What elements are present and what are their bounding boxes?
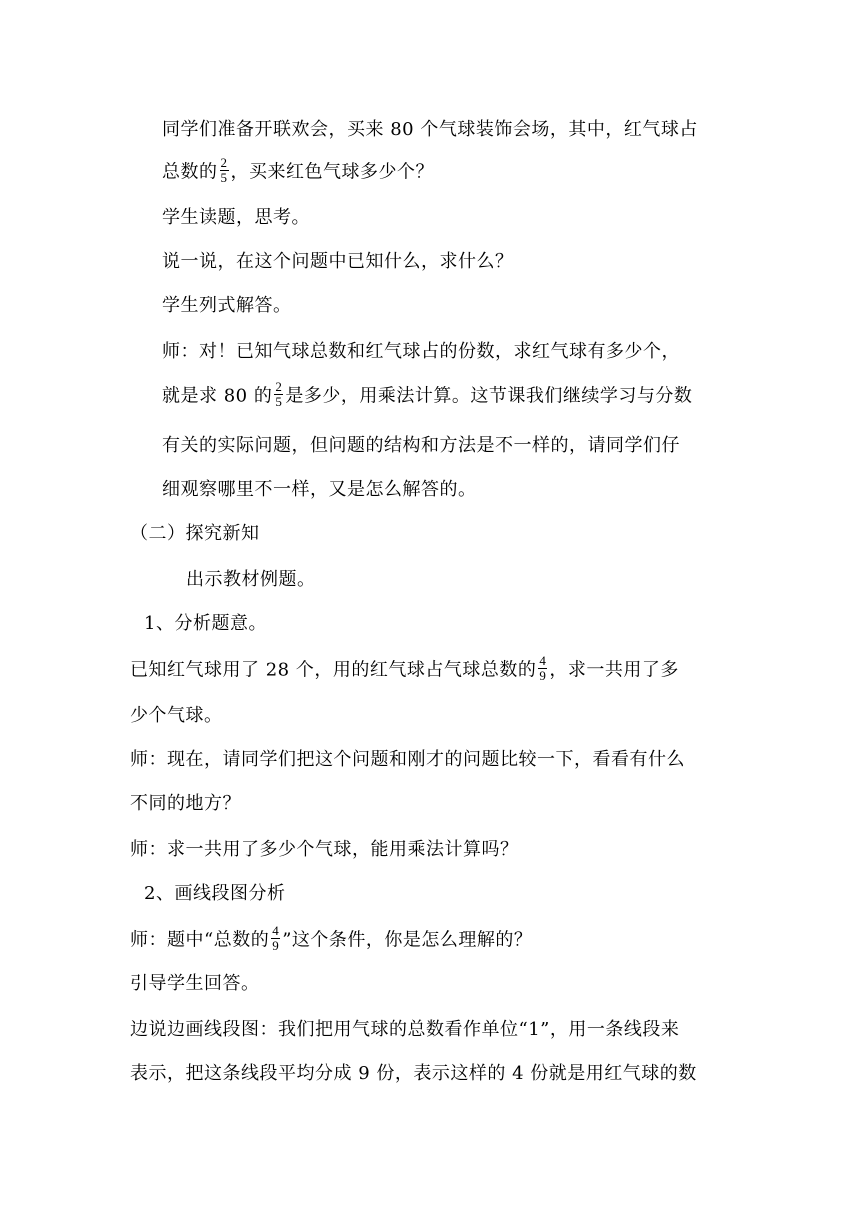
intro-line-1: 同学们准备开联欢会，买来 80 个气球装饰会场，其中，红气球占 (162, 119, 698, 140)
draw-line-1: 边说边画线段图：我们把用气球的总数看作单位“1”，用一条线段来 (130, 1019, 680, 1040)
fraction-numerator: 4 (272, 923, 280, 938)
teacher2-line-1: 师：现在，请同学们把这个问题和刚才的问题比较一下，看看有什么 (130, 749, 685, 770)
fraction-denominator: 5 (220, 170, 228, 185)
draw-line-2: 表示，把这条线段平均分成 9 份，表示这样的 4 份就是用红气球的数 (130, 1063, 697, 1084)
fraction-numerator: 2 (220, 155, 228, 170)
teacher1-line-2-post: 是多少，用乘法计算。这节课我们继续学习与分数 (285, 385, 693, 407)
intro-line-2-post: ，买来红色气球多少个？ (230, 161, 434, 183)
teacher2-line-2: 不同的地方？ (130, 793, 241, 814)
fraction-4-9-b (271, 924, 280, 953)
step1-heading: 1、分析题意。 (144, 613, 267, 634)
guide-line: 引导学生回答。 (130, 973, 260, 994)
fraction-denominator: 9 (272, 938, 280, 953)
fraction-numerator: 4 (539, 653, 547, 668)
student-solve-line: 学生列式解答。 (162, 295, 292, 316)
fraction-4-9 (538, 654, 547, 683)
teacher1-line-2 (162, 379, 693, 411)
intro-line-2 (162, 155, 434, 187)
fraction-denominator: 5 (275, 394, 283, 409)
teacher1-line-3: 有关的实际问题，但问题的结构和方法是不一样的，请同学们仔 (162, 435, 680, 456)
teacher4-line (130, 923, 533, 955)
section-heading: （二）探究新知 (130, 523, 260, 544)
example-line-1-post: ，求一共用了多 (549, 659, 679, 681)
example-line-2: 少个气球。 (130, 705, 223, 726)
fraction-2-5-b (274, 380, 283, 409)
fraction-numerator: 2 (275, 379, 283, 394)
teacher4-post: ”这个条件，你是怎么理解的？ (282, 929, 533, 951)
step2-heading: 2、画线段图分析 (144, 883, 286, 904)
teacher4-pre: 师：题中“总数的 (130, 929, 270, 951)
teacher1-line-2-pre: 就是求 80 的 (162, 385, 273, 407)
intro-line-2-pre: 总数的 (162, 161, 218, 183)
fraction-2-5 (220, 156, 229, 185)
example-line-1-pre: 已知红气球用了 28 个，用的红气球占气球总数的 (130, 659, 537, 681)
fraction-denominator: 9 (539, 668, 547, 683)
teacher1-line-4: 细观察哪里不一样，又是怎么解答的。 (162, 479, 477, 500)
show-example-line: 出示教材例题。 (186, 569, 316, 590)
student-read-line: 学生读题，思考。 (162, 207, 310, 228)
example-line-1 (130, 653, 679, 685)
say-known-line: 说一说，在这个问题中已知什么，求什么？ (162, 251, 514, 272)
teacher3-line: 师：求一共用了多少个气球，能用乘法计算吗？ (130, 839, 519, 860)
teacher1-line-1: 师：对！已知气球总数和红气球占的份数，求红气球有多少个， (162, 341, 680, 362)
